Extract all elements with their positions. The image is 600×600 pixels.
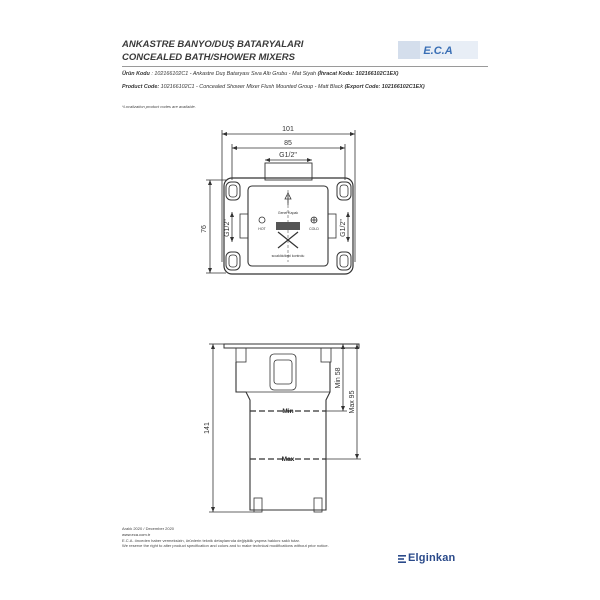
plate-label-cold: COLD [309,227,319,231]
plate-label-hot: HOT [258,227,266,231]
elginkan-brand: Elginkan [408,552,456,564]
dim-76: 76 [201,225,208,233]
footer-disclaimer-tr: E.C.A. önceden haber vermeksizin, ürünlerin teknik detaylarında değişiklik yapma hakkını saklı tutar. [122,538,300,543]
dim-141: 141 [204,422,211,434]
dim-thread-right: G1/2" [340,219,347,237]
dim-thread-top: G1/2" [279,152,297,159]
eca-logo-text: E.C.A [423,45,453,57]
title-turkish: ANKASTRE BANYO/DUŞ BATARYALARI [122,39,304,50]
plate-label-bottom: sıcaklık/debi kontrolu [271,254,305,258]
code-text-tr: : 102166102C1 - Ankastre Duş Bataryası Sıva Altı Grubu - Mat Siyah [151,71,317,77]
code-label-en: Product Code: [122,84,160,90]
code-export-en: (Export Code: 102166102C1EX) [344,84,425,90]
footer-date: Aralık 2020 / December 2020 [122,526,175,531]
footer-url[interactable]: www.eca.com.tr [122,532,151,537]
localization-note: *Localization product codes are available. [122,104,196,109]
dim-max-95: Max 95 [349,390,356,414]
dim-85: 85 [284,140,292,147]
title-english: CONCEALED BATH/SHOWER MIXERS [122,52,295,63]
elginkan-mark-icon [398,555,406,563]
plate-label-top: Genel Kapak [277,211,299,215]
label-min: Min [282,408,294,415]
code-export-tr: (İhracat Kodu: 102166102C1EX) [317,71,399,77]
dim-min-58: Min 58 [335,367,342,389]
dim-101: 101 [282,126,294,133]
dim-thread-left: G1/2" [224,219,231,237]
code-label-tr: Ürün Kodu [122,71,150,77]
code-text-en: 102166102C1 - Concealed Shower Mixer Flush Mounted Group - Matt Black [160,84,344,90]
footer-disclaimer-en: We reserve the right to alter product specification and colors and to make technical modifications without prior notice. [122,543,329,548]
label-max: Max [281,456,295,463]
